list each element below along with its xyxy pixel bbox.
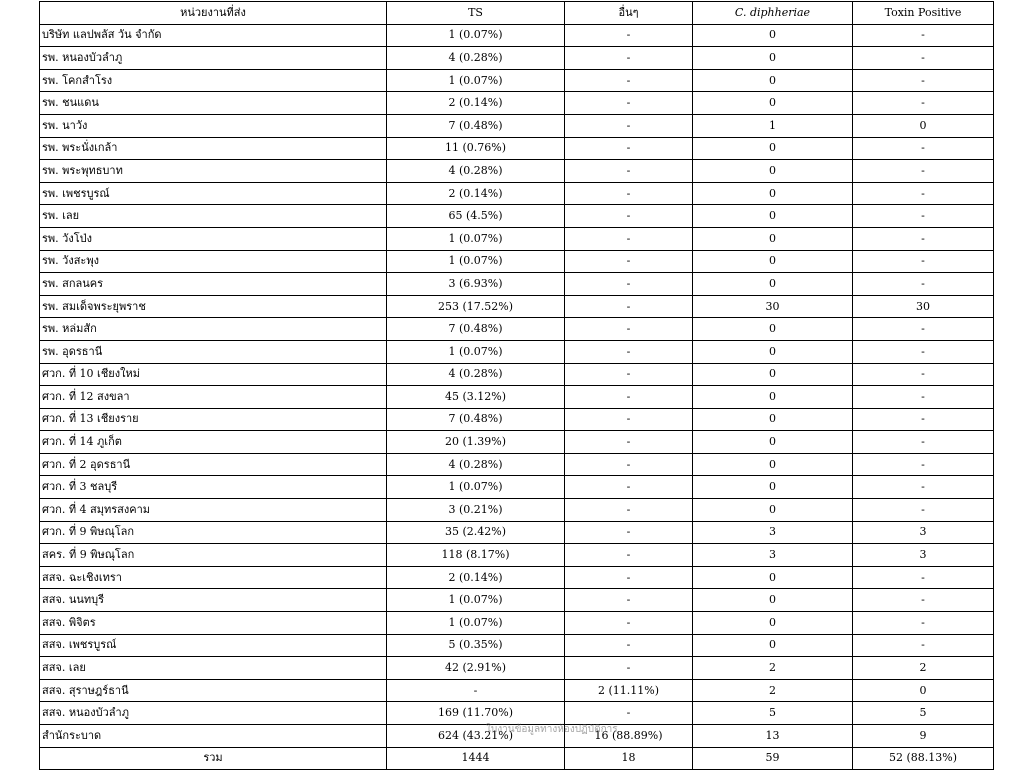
toxin-positive-cell: 0 bbox=[853, 114, 994, 137]
unit-cell: รพ. นาวัง bbox=[40, 114, 387, 137]
table-row bbox=[40, 340, 994, 363]
toxin-positive-cell: - bbox=[853, 589, 994, 612]
watermark-text: ใบงานข้อมูลทางห้องปฏิบัติการ bbox=[486, 724, 618, 735]
unit-cell: สสจ. สุราษฎร์ธานี bbox=[40, 679, 387, 702]
c-diphtheriae-cell: 0 bbox=[693, 318, 853, 341]
total-toxin-positive: 52 (88.13%) bbox=[853, 747, 994, 770]
c-diphtheriae-cell: 2 bbox=[693, 657, 853, 680]
total-other: 18 bbox=[565, 747, 693, 770]
toxin-positive-cell: - bbox=[853, 476, 994, 499]
toxin-positive-cell: - bbox=[853, 69, 994, 92]
table-row bbox=[40, 273, 994, 296]
c-diphtheriae-cell: 3 bbox=[693, 521, 853, 544]
ts-cell: 1 (0.07%) bbox=[387, 69, 565, 92]
other-cell: 2 (11.11%) bbox=[565, 679, 693, 702]
unit-cell: รพ. หนองบัวลำภู bbox=[40, 47, 387, 70]
c-diphtheriae-cell: 0 bbox=[693, 205, 853, 228]
unit-cell: สสจ. หนองบัวลำภู bbox=[40, 702, 387, 725]
toxin-positive-cell: - bbox=[853, 47, 994, 70]
c-diphtheriae-cell: 0 bbox=[693, 340, 853, 363]
unit-cell: ศวก. ที่ 12 สงขลา bbox=[40, 386, 387, 409]
c-diphtheriae-cell: 0 bbox=[693, 476, 853, 499]
toxin-positive-cell: 5 bbox=[853, 702, 994, 725]
unit-cell: รพ. สมเด็จพระยุพราช bbox=[40, 295, 387, 318]
c-diphtheriae-cell: 0 bbox=[693, 453, 853, 476]
unit-cell: สสจ. ฉะเชิงเทรา bbox=[40, 566, 387, 589]
other-cell: - bbox=[565, 227, 693, 250]
toxin-positive-cell: - bbox=[853, 273, 994, 296]
header-ts: TS bbox=[387, 2, 565, 25]
ts-cell: 1 (0.07%) bbox=[387, 476, 565, 499]
total-row bbox=[40, 747, 994, 770]
table-row bbox=[40, 92, 994, 115]
toxin-positive-cell: - bbox=[853, 227, 994, 250]
ts-cell: 3 (6.93%) bbox=[387, 273, 565, 296]
other-cell: - bbox=[565, 318, 693, 341]
toxin-positive-cell: - bbox=[853, 612, 994, 635]
table-body bbox=[40, 24, 994, 770]
results-table bbox=[39, 1, 994, 770]
c-diphtheriae-cell: 0 bbox=[693, 227, 853, 250]
ts-cell: 1 (0.07%) bbox=[387, 24, 565, 47]
ts-cell: 624 (43.21%) bbox=[387, 725, 565, 748]
table-row bbox=[40, 408, 994, 431]
unit-cell: รพ. พระนั่งเกล้า bbox=[40, 137, 387, 160]
unit-cell: สสจ. นนทบุรี bbox=[40, 589, 387, 612]
c-diphtheriae-cell: 0 bbox=[693, 69, 853, 92]
table-row bbox=[40, 499, 994, 522]
toxin-positive-cell: - bbox=[853, 566, 994, 589]
c-diphtheriae-cell: 0 bbox=[693, 273, 853, 296]
c-diphtheriae-cell: 0 bbox=[693, 589, 853, 612]
unit-cell: รพ. เลย bbox=[40, 205, 387, 228]
unit-cell: รพ. ชนแดน bbox=[40, 92, 387, 115]
ts-cell: 1 (0.07%) bbox=[387, 250, 565, 273]
c-diphtheriae-cell: 0 bbox=[693, 182, 853, 205]
ts-cell: 4 (0.28%) bbox=[387, 363, 565, 386]
other-cell: - bbox=[565, 499, 693, 522]
c-diphtheriae-cell: 0 bbox=[693, 612, 853, 635]
total-label: รวม bbox=[40, 747, 387, 770]
c-diphtheriae-cell: 1 bbox=[693, 114, 853, 137]
c-diphtheriae-cell: 0 bbox=[693, 92, 853, 115]
ts-cell: - bbox=[387, 679, 565, 702]
ts-cell: 11 (0.76%) bbox=[387, 137, 565, 160]
other-cell: - bbox=[565, 544, 693, 567]
ts-cell: 35 (2.42%) bbox=[387, 521, 565, 544]
table-row bbox=[40, 386, 994, 409]
other-cell: - bbox=[565, 24, 693, 47]
unit-cell: รพ. วังโป่ง bbox=[40, 227, 387, 250]
unit-cell: ศวก. ที่ 9 พิษณุโลก bbox=[40, 521, 387, 544]
other-cell: - bbox=[565, 589, 693, 612]
table-row bbox=[40, 566, 994, 589]
toxin-positive-cell: - bbox=[853, 431, 994, 454]
header-unit: หน่วยงานที่ส่ง bbox=[40, 2, 387, 25]
unit-cell: สสจ. พิจิตร bbox=[40, 612, 387, 635]
header-toxin-positive: Toxin Positive bbox=[853, 2, 994, 25]
toxin-positive-cell: - bbox=[853, 205, 994, 228]
c-diphtheriae-cell: 0 bbox=[693, 137, 853, 160]
other-cell: - bbox=[565, 408, 693, 431]
unit-cell: ศวก. ที่ 10 เชียงใหม่ bbox=[40, 363, 387, 386]
ts-cell: 253 (17.52%) bbox=[387, 295, 565, 318]
unit-cell: ศวก. ที่ 14 ภูเก็ต bbox=[40, 431, 387, 454]
unit-cell: รพ. พระพุทธบาท bbox=[40, 160, 387, 183]
c-diphtheriae-cell: 0 bbox=[693, 363, 853, 386]
toxin-positive-cell: - bbox=[853, 160, 994, 183]
c-diphtheriae-cell: 0 bbox=[693, 431, 853, 454]
table-row bbox=[40, 612, 994, 635]
toxin-positive-cell: 30 bbox=[853, 295, 994, 318]
unit-cell: สสจ. เลย bbox=[40, 657, 387, 680]
table-row bbox=[40, 227, 994, 250]
unit-cell: สำนักระบาด bbox=[40, 725, 387, 748]
c-diphtheriae-cell: 0 bbox=[693, 24, 853, 47]
c-diphtheriae-cell: 5 bbox=[693, 702, 853, 725]
ts-cell: 65 (4.5%) bbox=[387, 205, 565, 228]
header-row bbox=[40, 2, 994, 25]
ts-cell: 4 (0.28%) bbox=[387, 47, 565, 70]
table-row bbox=[40, 114, 994, 137]
c-diphtheriae-cell: 0 bbox=[693, 408, 853, 431]
toxin-positive-cell: 0 bbox=[853, 679, 994, 702]
toxin-positive-cell: - bbox=[853, 408, 994, 431]
toxin-positive-cell: - bbox=[853, 250, 994, 273]
ts-cell: 2 (0.14%) bbox=[387, 182, 565, 205]
table-row bbox=[40, 24, 994, 47]
other-cell: - bbox=[565, 363, 693, 386]
c-diphtheriae-cell: 0 bbox=[693, 566, 853, 589]
other-cell: - bbox=[565, 634, 693, 657]
c-diphtheriae-cell: 0 bbox=[693, 250, 853, 273]
ts-cell: 1 (0.07%) bbox=[387, 340, 565, 363]
header-other: อื่นๆ bbox=[565, 2, 693, 25]
c-diphtheriae-cell: 0 bbox=[693, 47, 853, 70]
ts-cell: 4 (0.28%) bbox=[387, 453, 565, 476]
unit-cell: รพ. อุดรธานี bbox=[40, 340, 387, 363]
table-row bbox=[40, 160, 994, 183]
c-diphtheriae-cell: 0 bbox=[693, 386, 853, 409]
ts-cell: 5 (0.35%) bbox=[387, 634, 565, 657]
ts-cell: 7 (0.48%) bbox=[387, 318, 565, 341]
ts-cell: 2 (0.14%) bbox=[387, 566, 565, 589]
total-ts: 1444 bbox=[387, 747, 565, 770]
c-diphtheriae-cell: 3 bbox=[693, 544, 853, 567]
ts-cell: 1 (0.07%) bbox=[387, 612, 565, 635]
other-cell: - bbox=[565, 566, 693, 589]
unit-cell: รพ. สกลนคร bbox=[40, 273, 387, 296]
toxin-positive-cell: 9 bbox=[853, 725, 994, 748]
other-cell: 16 (88.89%) bbox=[565, 725, 693, 748]
table-row bbox=[40, 205, 994, 228]
table-row bbox=[40, 657, 994, 680]
unit-cell: ศวก. ที่ 13 เชียงราย bbox=[40, 408, 387, 431]
unit-cell: บริษัท แลปพลัส วัน จำกัด bbox=[40, 24, 387, 47]
other-cell: - bbox=[565, 431, 693, 454]
other-cell: - bbox=[565, 476, 693, 499]
toxin-positive-cell: - bbox=[853, 499, 994, 522]
table-row bbox=[40, 589, 994, 612]
other-cell: - bbox=[565, 205, 693, 228]
c-diphtheriae-cell: 2 bbox=[693, 679, 853, 702]
ts-cell: 42 (2.91%) bbox=[387, 657, 565, 680]
toxin-positive-cell: - bbox=[853, 453, 994, 476]
ts-cell: 20 (1.39%) bbox=[387, 431, 565, 454]
ts-cell: 3 (0.21%) bbox=[387, 499, 565, 522]
c-diphtheriae-cell: 30 bbox=[693, 295, 853, 318]
table-row bbox=[40, 250, 994, 273]
unit-cell: สสจ. เพชรบูรณ์ bbox=[40, 634, 387, 657]
other-cell: - bbox=[565, 295, 693, 318]
other-cell: - bbox=[565, 612, 693, 635]
other-cell: - bbox=[565, 657, 693, 680]
other-cell: - bbox=[565, 160, 693, 183]
table-row bbox=[40, 318, 994, 341]
table-row bbox=[40, 47, 994, 70]
table-row bbox=[40, 453, 994, 476]
c-diphtheriae-cell: 0 bbox=[693, 634, 853, 657]
toxin-positive-cell: - bbox=[853, 318, 994, 341]
toxin-positive-cell: 3 bbox=[853, 521, 994, 544]
toxin-positive-cell: - bbox=[853, 363, 994, 386]
c-diphtheriae-cell: 13 bbox=[693, 725, 853, 748]
toxin-positive-cell: 2 bbox=[853, 657, 994, 680]
toxin-positive-cell: - bbox=[853, 24, 994, 47]
other-cell: - bbox=[565, 453, 693, 476]
toxin-positive-cell: - bbox=[853, 634, 994, 657]
other-cell: - bbox=[565, 702, 693, 725]
unit-cell: รพ. เพชรบูรณ์ bbox=[40, 182, 387, 205]
ts-cell: 1 (0.07%) bbox=[387, 227, 565, 250]
ts-cell: 45 (3.12%) bbox=[387, 386, 565, 409]
table-row bbox=[40, 725, 994, 748]
table-row bbox=[40, 137, 994, 160]
other-cell: - bbox=[565, 92, 693, 115]
other-cell: - bbox=[565, 114, 693, 137]
toxin-positive-cell: - bbox=[853, 137, 994, 160]
table-row bbox=[40, 295, 994, 318]
other-cell: - bbox=[565, 137, 693, 160]
other-cell: - bbox=[565, 340, 693, 363]
total-c-diphtheriae: 59 bbox=[693, 747, 853, 770]
table-row bbox=[40, 702, 994, 725]
table-row bbox=[40, 363, 994, 386]
ts-cell: 4 (0.28%) bbox=[387, 160, 565, 183]
table-row bbox=[40, 521, 994, 544]
unit-cell: ศวก. ที่ 3 ชลบุรี bbox=[40, 476, 387, 499]
toxin-positive-cell: - bbox=[853, 386, 994, 409]
ts-cell: 118 (8.17%) bbox=[387, 544, 565, 567]
ts-cell: 1 (0.07%) bbox=[387, 589, 565, 612]
ts-cell: 7 (0.48%) bbox=[387, 408, 565, 431]
other-cell: - bbox=[565, 386, 693, 409]
toxin-positive-cell: - bbox=[853, 92, 994, 115]
unit-cell: รพ. โคกสำโรง bbox=[40, 69, 387, 92]
ts-cell: 169 (11.70%) bbox=[387, 702, 565, 725]
other-cell: - bbox=[565, 69, 693, 92]
unit-cell: สคร. ที่ 9 พิษณุโลก bbox=[40, 544, 387, 567]
table-row bbox=[40, 544, 994, 567]
table-row bbox=[40, 634, 994, 657]
unit-cell: รพ. วังสะพุง bbox=[40, 250, 387, 273]
other-cell: - bbox=[565, 47, 693, 70]
table-row bbox=[40, 182, 994, 205]
c-diphtheriae-cell: 0 bbox=[693, 499, 853, 522]
toxin-positive-cell: - bbox=[853, 340, 994, 363]
other-cell: - bbox=[565, 250, 693, 273]
table-row bbox=[40, 69, 994, 92]
other-cell: - bbox=[565, 521, 693, 544]
ts-cell: 2 (0.14%) bbox=[387, 92, 565, 115]
toxin-positive-cell: 3 bbox=[853, 544, 994, 567]
other-cell: - bbox=[565, 273, 693, 296]
ts-cell: 7 (0.48%) bbox=[387, 114, 565, 137]
c-diphtheriae-cell: 0 bbox=[693, 160, 853, 183]
unit-cell: รพ. หล่มสัก bbox=[40, 318, 387, 341]
header-c-diphtheriae: C. diphheriae bbox=[693, 2, 853, 25]
unit-cell: ศวก. ที่ 2 อุดรธานี bbox=[40, 453, 387, 476]
table-row bbox=[40, 679, 994, 702]
toxin-positive-cell: - bbox=[853, 182, 994, 205]
unit-cell: ศวก. ที่ 4 สมุทรสงคาม bbox=[40, 499, 387, 522]
table-row bbox=[40, 476, 994, 499]
other-cell: - bbox=[565, 182, 693, 205]
table-row bbox=[40, 431, 994, 454]
